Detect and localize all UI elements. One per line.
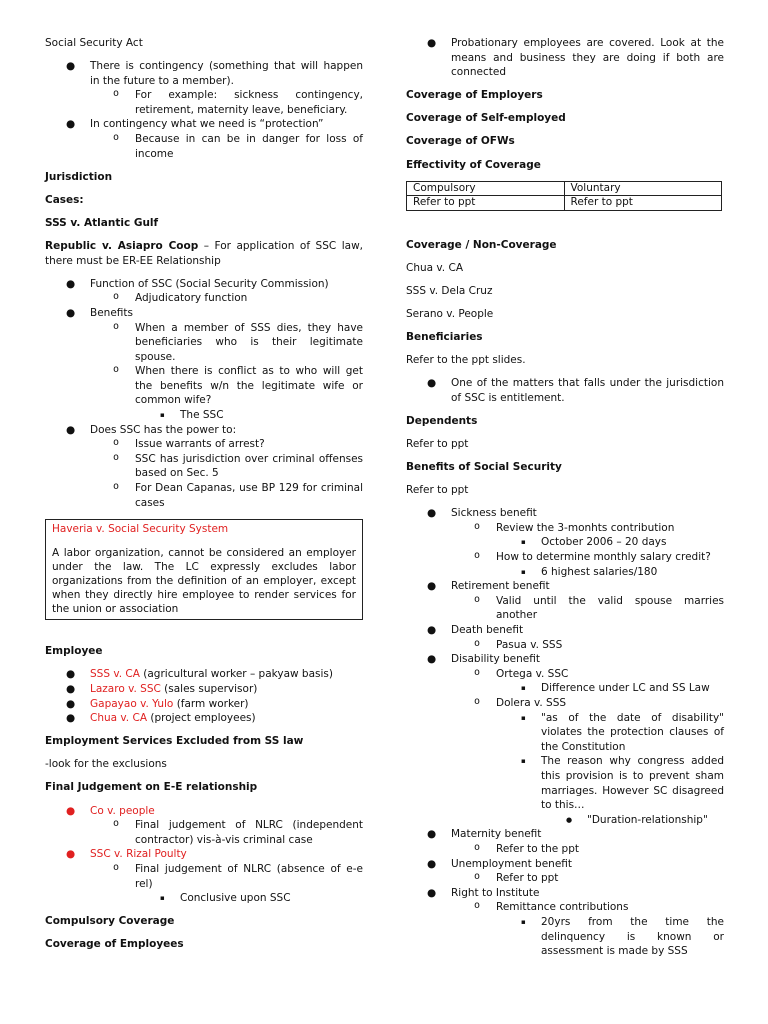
case-dela-cruz: SSS v. Dela Cruz — [406, 284, 493, 297]
list-item: ▪ Difference under LC and SS Law — [521, 682, 710, 695]
heading-non-coverage: Coverage / Non-Coverage — [406, 238, 557, 251]
case-chua: Chua v. CA — [406, 261, 464, 274]
bullet-icon: ● — [427, 886, 437, 899]
list-item: ● Sickness benefit — [427, 507, 537, 520]
list-item: ▪ 20yrs from the time the delinquency is known or assessment is made by SSS — [521, 915, 724, 958]
list-item: ● Death benefit — [427, 624, 524, 637]
list-item: o How to determine monthly salary credit? — [474, 550, 711, 564]
heading-coverage-self-employed: Coverage of Self-employed — [406, 112, 566, 125]
bullet-icon: ● — [427, 653, 437, 666]
list-item: ▪ October 2006 – 20 days — [521, 536, 667, 549]
ssc-list — [45, 277, 363, 511]
list-item: o Final judgement of NLRC (absence of e-e rel) — [113, 861, 363, 890]
final-judgement-list — [45, 804, 363, 906]
heading-final-judgement: Final Judgement on E-E relationship — [45, 781, 258, 794]
list-item: ● In contingency what we need is “protection” — [66, 118, 324, 131]
square-bullet-icon: ▪ — [521, 917, 526, 926]
heading-compulsory: Compulsory Coverage — [45, 915, 175, 928]
square-bullet-icon: ▪ — [160, 894, 165, 903]
square-bullet-icon: ▪ — [521, 538, 526, 547]
bullet-icon: ● — [427, 580, 437, 593]
heading-coverage-employees: Coverage of Employees — [45, 938, 184, 951]
circle-bullet-icon: o — [474, 637, 481, 649]
refer-ppt: Refer to ppt — [406, 438, 469, 450]
table-cell: Refer to ppt — [564, 196, 722, 211]
table-cell: Voluntary — [564, 181, 722, 196]
list-item: o Dolera v. SSS — [474, 696, 567, 709]
circle-bullet-icon: o — [113, 481, 120, 493]
benefits-list — [406, 506, 724, 958]
bullet-icon: ● — [66, 683, 76, 695]
list-item: ● There is contingency (something that will happen in the future to a member). — [66, 60, 363, 87]
circle-bullet-icon: o — [113, 818, 120, 830]
list-item: ● Function of SSC (Social Security Commission) — [66, 277, 329, 290]
box-title: Haveria v. Social Security System — [52, 522, 229, 535]
bullet-icon: ● — [66, 668, 76, 681]
square-bullet-icon: ▪ — [521, 757, 526, 766]
list-item: o Refer to ppt — [474, 871, 559, 885]
bullet-icon: ● — [427, 37, 437, 49]
bullet-icon: ● — [427, 507, 437, 520]
list-item: ● "Duration-relationship" — [566, 813, 708, 826]
list-item: ● Does SSC has the power to: — [66, 423, 237, 436]
case-atlantic-gulf: SSS v. Atlantic Gulf — [45, 216, 159, 229]
case-box-haveria — [45, 519, 363, 621]
list-item: o Remittance contributions — [474, 900, 629, 914]
list-item — [45, 88, 363, 117]
heading-effectivity: Effectivity of Coverage — [406, 158, 541, 171]
refer-slides: Refer to the ppt slides. — [406, 354, 526, 367]
circle-bullet-icon: o — [474, 871, 481, 883]
bullet-icon: ● — [566, 815, 573, 824]
probationary-list — [406, 36, 724, 80]
circle-bullet-icon: o — [474, 550, 481, 562]
circle-bullet-icon: o — [474, 520, 481, 532]
list-item: ● Co v. people — [66, 804, 155, 817]
list-item: o Refer to the ppt — [474, 841, 579, 855]
list-item: o For Dean Capanas, use BP 129 for criminal cases — [113, 481, 363, 509]
list-item: o Adjudicatory function — [113, 291, 248, 305]
look-exclusions: -look for the exclusions — [45, 758, 167, 771]
list-item: o Pasua v. SSS — [474, 637, 563, 651]
bullet-icon: ● — [66, 804, 76, 817]
bullet-icon: ● — [66, 60, 76, 73]
square-bullet-icon: ▪ — [521, 713, 526, 722]
list-item: ▪ 6 highest salaries/180 — [521, 565, 658, 578]
list-item: o Because in can be in danger for loss of income — [113, 132, 363, 160]
square-bullet-icon: ▪ — [521, 684, 526, 693]
circle-bullet-icon: o — [113, 451, 120, 463]
heading-beneficiaries: Beneficiaries — [406, 331, 483, 344]
circle-bullet-icon: o — [113, 132, 120, 144]
circle-bullet-icon: o — [113, 88, 120, 100]
doc-title: Social Security Act — [45, 37, 143, 49]
list-item: ▪ "as of the date of disability" violates the protection clauses of the Constitution — [521, 711, 724, 753]
entitlement-list — [406, 376, 724, 405]
bullet-icon: ● — [66, 118, 76, 131]
list-item: ● Benefits — [66, 306, 133, 319]
bullet-icon: ● — [66, 306, 76, 319]
square-bullet-icon: ▪ — [521, 567, 526, 576]
circle-bullet-icon: o — [113, 364, 120, 376]
circle-bullet-icon: o — [474, 696, 481, 707]
heading-dependents: Dependents — [406, 414, 478, 427]
list-item: ● Retirement benefit — [427, 580, 550, 593]
circle-bullet-icon: o — [474, 593, 481, 605]
list-item: o Final judgement of NLRC (independent contractor) vis-à-vis criminal case — [113, 818, 363, 846]
list-item: ▪ Conclusive upon SSC — [160, 892, 291, 905]
list-item: o When a member of SSS dies, they have beneficiaries who is their legitimate spouse. — [113, 320, 363, 363]
square-bullet-icon: ▪ — [160, 411, 165, 420]
list-item: ● SSC v. Rizal Poulty — [66, 848, 187, 861]
table-row — [407, 181, 722, 196]
list-item: o For example: sickness contingency, retirement, maternity leave, beneficiary. — [113, 88, 363, 116]
table-row — [407, 196, 722, 211]
circle-bullet-icon: o — [113, 320, 120, 332]
refer-ppt: Refer to ppt — [406, 484, 469, 497]
table-cell: Compulsory — [407, 181, 565, 196]
list-item: ▪ The SSC — [160, 409, 224, 422]
box-body: A labor organization, cannot be considered an employer under the law. The LC expressly excludes labor organizations from the definition of an employer, except when they directly hire employee to render services for the union or association — [52, 547, 356, 616]
circle-bullet-icon: o — [113, 861, 120, 873]
bullet-icon: ● — [427, 828, 437, 841]
list-item: o Valid until the valid spouse marries another — [474, 593, 724, 622]
list-item: ● Lazaro v. SSC (sales supervisor) — [66, 683, 258, 695]
list-item: ● Probationary employees are covered. Look at the means and business they are doing if both are connected — [427, 37, 724, 79]
list-item: ● Gapayao v. Yulo (farm worker) — [66, 697, 249, 710]
bullet-icon: ● — [66, 277, 76, 290]
list-item: ▪ The reason why congress added this provision is to prevent sham marriages. However SC disagreed to this… — [521, 755, 724, 812]
contingency-list — [45, 59, 363, 161]
bullet-icon: ● — [427, 377, 437, 390]
left-column — [45, 36, 363, 960]
heading-cases: Cases: — [45, 193, 84, 206]
coverage-table — [406, 181, 722, 211]
list-item: ● Maternity benefit — [427, 828, 542, 841]
bullet-icon: ● — [427, 624, 437, 637]
circle-bullet-icon: o — [113, 437, 120, 449]
list-item: ● SSS v. CA (agricultural worker – pakyaw basis) — [66, 668, 333, 681]
list-item: ● Chua v. CA (project employees) — [66, 712, 256, 725]
case-asiapro: Republic v. Asiapro Coop – For application of SSC law, there must be ER-EE Relationship — [45, 240, 363, 267]
list-item: o SSC has jurisdiction over criminal offenses based on Sec. 5 — [113, 451, 363, 480]
heading-employee: Employee — [45, 645, 103, 658]
heading-coverage-ofws: Coverage of OFWs — [406, 135, 515, 148]
list-item: o Ortega v. SSC — [474, 666, 569, 680]
table-cell: Refer to ppt — [407, 196, 565, 211]
circle-bullet-icon: o — [113, 291, 120, 303]
bullet-icon: ● — [66, 712, 76, 725]
heading-benefits-ss: Benefits of Social Security — [406, 461, 562, 474]
list-item: ● Unemployment benefit — [427, 857, 573, 870]
circle-bullet-icon: o — [474, 900, 481, 912]
list-item: ● Disability benefit — [427, 653, 540, 666]
list-item: ● Right to Institute — [427, 886, 540, 899]
list-item — [45, 132, 363, 161]
list-item: o Review the 3-monhts contribution — [474, 520, 675, 534]
heading-jurisdiction: Jurisdiction — [45, 170, 113, 183]
list-item: o Issue warrants of arrest? — [113, 437, 265, 451]
circle-bullet-icon: o — [474, 841, 481, 853]
right-column — [406, 36, 724, 967]
list-item: o When there is conflict as to who will get the benefits w/n the legitimate wife or common wife? — [113, 364, 363, 407]
circle-bullet-icon: o — [474, 666, 481, 678]
bullet-icon: ● — [427, 857, 437, 870]
case-serano: Serano v. People — [406, 307, 494, 320]
employee-cases-list — [45, 667, 363, 725]
bullet-icon: ● — [66, 697, 76, 710]
heading-excluded: Employment Services Excluded from SS law — [45, 735, 304, 748]
bullet-icon: ● — [66, 423, 76, 436]
bullet-icon: ● — [66, 848, 76, 861]
heading-coverage-employers: Coverage of Employers — [406, 89, 543, 102]
list-item: ● One of the matters that falls under the jurisdiction of SSC is entitlement. — [427, 377, 724, 404]
